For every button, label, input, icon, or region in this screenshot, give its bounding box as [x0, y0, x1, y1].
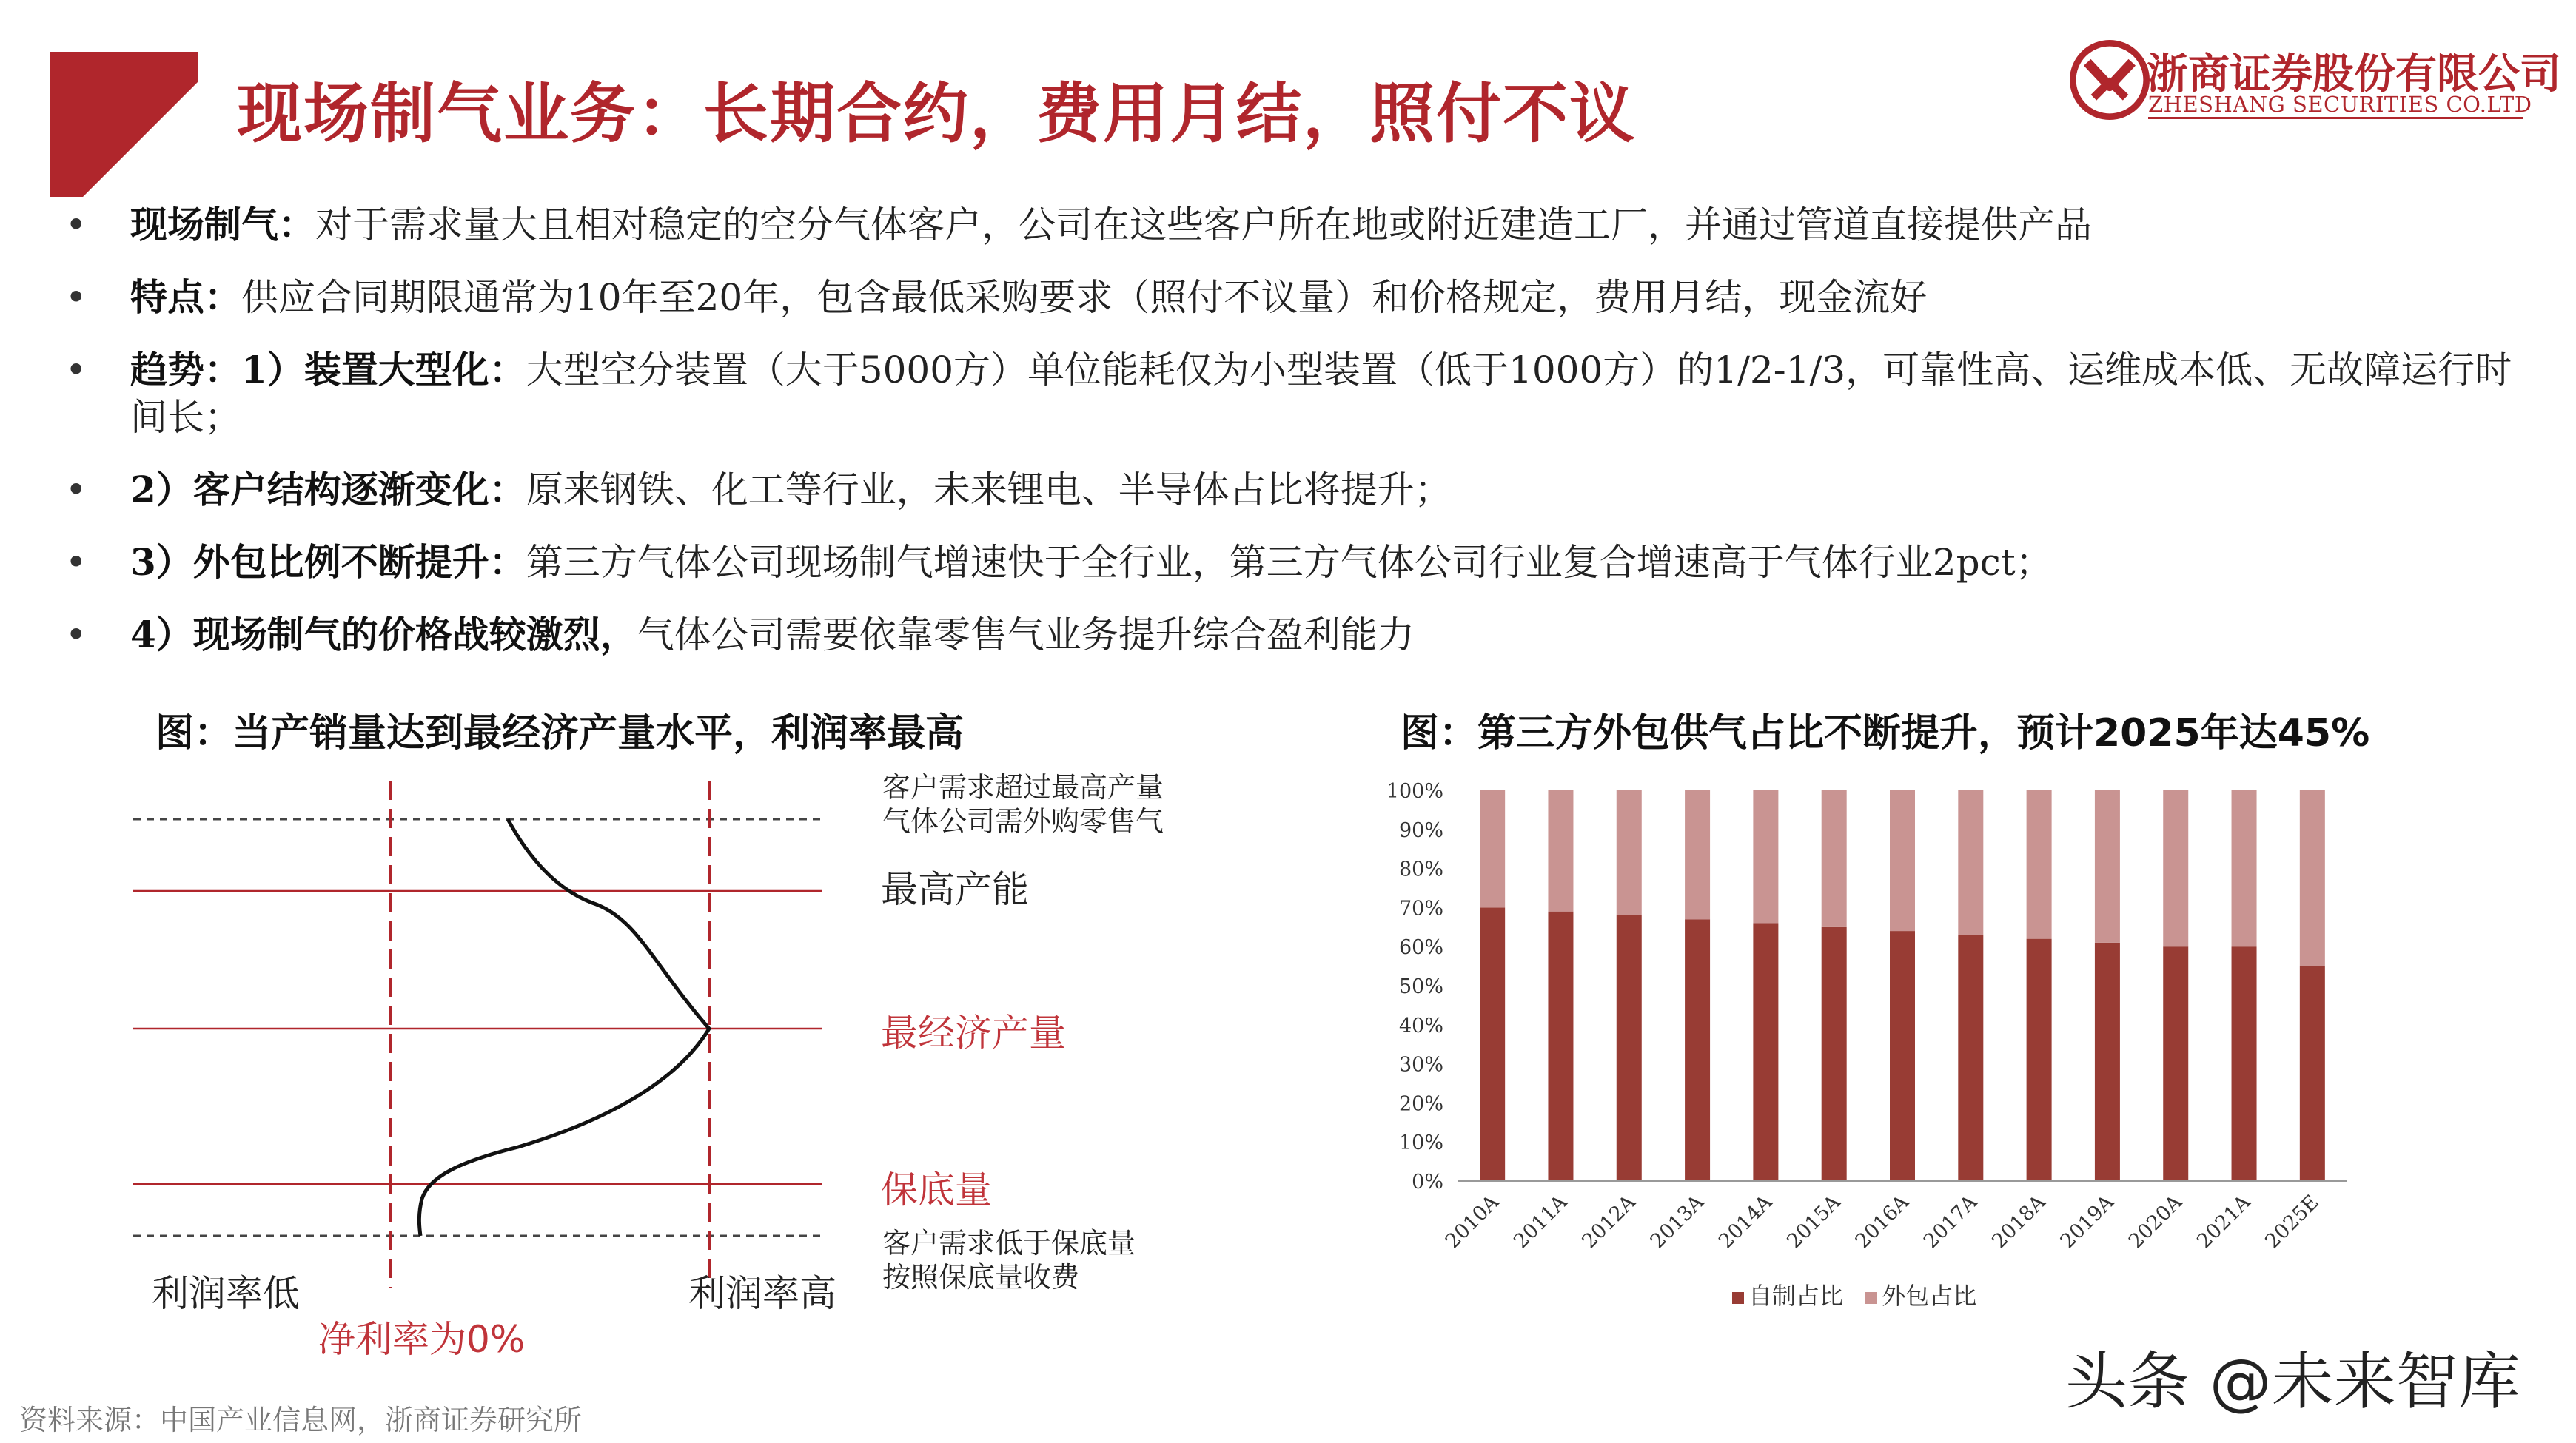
y-tick-label: 10% [1398, 1131, 1443, 1155]
low-margin-label: 利润率低 [152, 1272, 300, 1315]
bar-outsourced-share [2163, 790, 2188, 946]
x-tick-label: 2011A [1509, 1191, 1572, 1254]
max-capacity-label: 最高产能 [881, 868, 1029, 911]
y-tick-label: 0% [1412, 1171, 1443, 1194]
bullet-list [65, 201, 2530, 684]
y-tick-label: 50% [1398, 975, 1443, 998]
right-figure-caption: 图：第三方外包供气占比不断提升，预计2025年达45% [1401, 711, 2370, 756]
bar-outsourced-share [1548, 790, 1573, 912]
x-tick-label: 2021A [2193, 1191, 2255, 1254]
bar-outsourced-share [1958, 790, 1983, 935]
bar-outsourced-share [1822, 790, 1847, 927]
x-tick-label: 2018A [1988, 1191, 2050, 1254]
y-tick-label: 100% [1386, 780, 1443, 803]
bar-self-share [1685, 919, 1710, 1181]
watermark: 头条 @未来智库 [2065, 1345, 2520, 1418]
bar-outsourced-share [1753, 790, 1778, 924]
brand-name-zh: 浙商证券股份有限公司 [2147, 50, 2561, 98]
x-tick-label: 2017A [1919, 1191, 1982, 1254]
bullet-features: • 特点：供应合同期限通常为10年至20年，包含最低采购要求（照付不议量）和价格规定，费用月结，现金流好 [65, 274, 2530, 321]
profit-curve [419, 819, 709, 1236]
bullet-trend-price-war: • 4）现场制气的价格战较激烈，气体公司需要依靠零售气业务提升综合盈利能力 [65, 611, 2530, 659]
y-tick-label: 30% [1398, 1053, 1443, 1077]
bar-self-share [1822, 927, 1847, 1181]
left-figure-caption: 图：当产销量达到最经济产量水平，利润率最高 [155, 711, 965, 756]
x-tick-label: 2025E [2261, 1191, 2324, 1254]
x-tick-label: 2019A [2056, 1191, 2119, 1254]
bar-self-share [2095, 943, 2120, 1181]
x-tick-label: 2020A [2124, 1191, 2187, 1254]
high-margin-label: 利润率高 [688, 1272, 836, 1315]
bar-self-share [1480, 907, 1505, 1181]
x-tick-label: 2014A [1714, 1191, 1777, 1254]
bullet-trend-customers: • 2）客户结构逐渐变化：原来钢铁、化工等行业，未来锂电、半导体占比将提升； [65, 466, 2530, 514]
stacked-bar-chart [1377, 770, 2354, 1332]
bullet-onsite-gas: • 现场制气：对于需求量大且相对稳定的空分气体客户，公司在这些客户所在地或附近建造工厂，并通过管道直接提供产品 [65, 201, 2530, 249]
y-tick-label: 60% [1398, 936, 1443, 960]
title-accent-block [50, 52, 198, 197]
x-tick-label: 2016A [1851, 1191, 1913, 1254]
bar-self-share [1617, 915, 1642, 1181]
top-note-line-2: 气体公司需外购零售气 [882, 805, 1164, 838]
bar-self-share [1890, 931, 1915, 1181]
legend-label-outsourced: 外包占比 [1882, 1282, 1977, 1310]
bar-outsourced-share [2300, 790, 2325, 966]
bar-self-share [2163, 946, 2188, 1181]
y-tick-label: 40% [1398, 1014, 1443, 1037]
bar-self-share [2027, 939, 2052, 1181]
bullet-trend-outsourcing: • 3）外包比例不断提升：第三方气体公司现场制气增速快于全行业，第三方气体公司行业复合增速高于气体行业2pct； [65, 539, 2530, 586]
y-tick-label: 90% [1398, 818, 1443, 842]
bar-outsourced-share [2027, 790, 2052, 939]
bar-outsourced-share [1685, 790, 1710, 919]
y-tick-label: 20% [1398, 1092, 1443, 1116]
bar-outsourced-share [1480, 790, 1505, 907]
page-title: 现场制气业务：长期合约，费用月结，照付不议 [237, 75, 1637, 152]
bar-self-share [1958, 935, 1983, 1181]
guaranteed-volume-label: 保底量 [881, 1168, 992, 1211]
zheshang-logo-icon [2070, 40, 2150, 120]
legend-label-self: 自制占比 [1748, 1282, 1844, 1310]
brand-name-en: ZHESHANG SECURITIES CO.LTD [2148, 92, 2532, 117]
bar-outsourced-share [1890, 790, 1915, 931]
x-tick-label: 2015A [1782, 1191, 1845, 1254]
bar-self-share [2300, 966, 2325, 1181]
bar-outsourced-share [2095, 790, 2120, 943]
y-tick-label: 70% [1398, 897, 1443, 921]
brand-divider [2148, 117, 2523, 119]
bottom-note-line-1: 客户需求低于保底量 [882, 1227, 1136, 1259]
x-tick-label: 2013A [1646, 1191, 1709, 1254]
chart-legend [1732, 1277, 1976, 1311]
zero-margin-label: 净利率为0% [318, 1318, 526, 1361]
optimal-output-label: 最经济产量 [881, 1012, 1066, 1054]
bullet-trend-scale: • 趋势：1）装置大型化：大型空分装置（大于5000方）单位能耗仅为小型装置（低于1000方）的1/2-1/3，可靠性高、运维成本低、无故障运行时间长； [65, 346, 2530, 441]
bar-self-share [1548, 912, 1573, 1181]
bar-outsourced-share [1617, 790, 1642, 915]
bottom-note-line-2: 按照保底量收费 [882, 1261, 1080, 1294]
bar-self-share [2232, 946, 2257, 1181]
top-note-line-1: 客户需求超过最高产量 [882, 771, 1164, 804]
x-tick-label: 2010A [1440, 1191, 1504, 1254]
x-tick-label: 2012A [1577, 1191, 1640, 1254]
y-tick-label: 80% [1398, 858, 1443, 881]
bar-self-share [1753, 924, 1778, 1181]
legend-swatch-outsourced [1865, 1292, 1877, 1304]
legend-swatch-self [1732, 1292, 1744, 1304]
bar-outsourced-share [2232, 790, 2257, 946]
source-note: 资料来源：中国产业信息网，浙商证券研究所 [19, 1404, 583, 1436]
